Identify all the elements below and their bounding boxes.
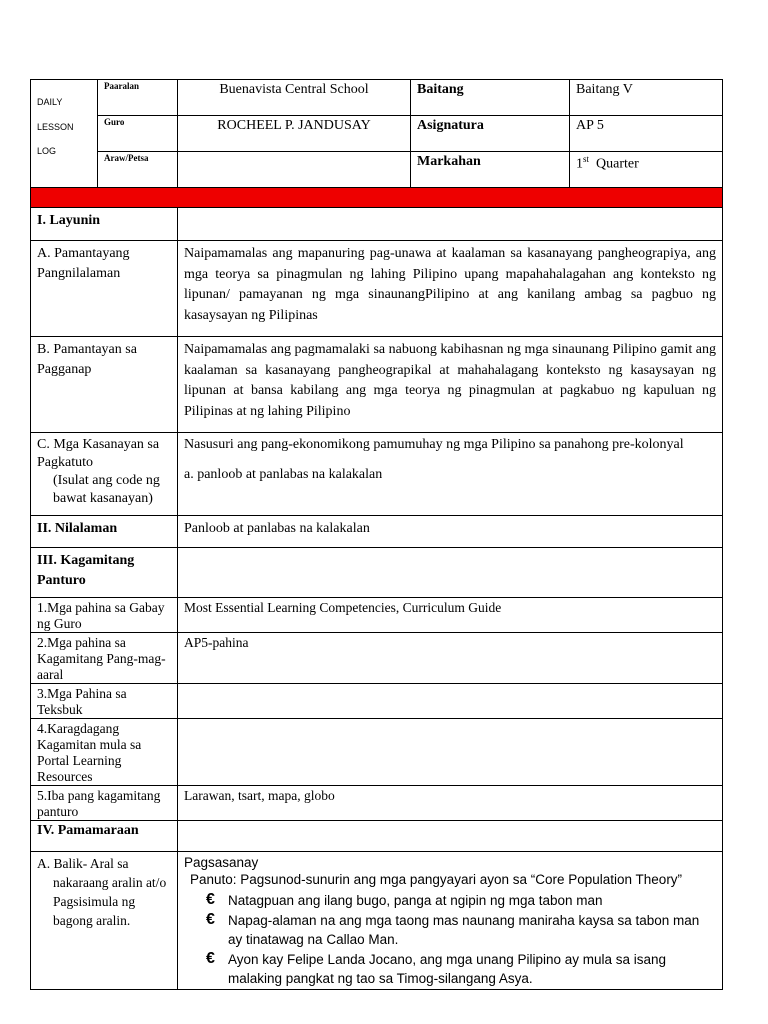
bullet-text-3: Ayon kay Felipe Landa Jocano, ang mga unang Pilipino ay mula sa isang malaking pangkat ng tao sa Timog-silangang Asya. <box>228 951 667 986</box>
markahan-label: Markahan <box>411 152 570 188</box>
bullet-text-1: Natagpuan ang ilang bugo, panga at ngipin ng mga tabon man <box>228 893 603 908</box>
kagamitan-row-3 <box>31 684 723 719</box>
dll-title-cell <box>31 80 98 188</box>
asignatura-value: AP 5 <box>570 116 723 152</box>
pamamaraan-heading: IV. Pamamaraan <box>31 821 178 852</box>
pamantayang-pangnilalaman-row <box>31 241 723 337</box>
pamantayan-pagganap-row <box>31 337 723 433</box>
balik-aral-label-rest: nakaraang aralin at/o Pagsisimula ng bagong aralin. <box>53 875 167 928</box>
nilalaman-row <box>31 516 723 548</box>
pamantayang-pangnilalaman-value: Naipamamalas ang mapanuring pag-unawa at kaalaman sa kasanayang pangheograpiya, ang mga teorya sa pinagmulan ng lahing Pilipino upang mapahahalagahan ang konteksto ng lipunan/ pamayanan ng mga sinaunangPilipino at ang kanilang ambag sa pagbuo ng kasaysayan ng Pilipinas <box>178 241 723 337</box>
euro-bullet-icon: € <box>206 891 215 908</box>
daily-lesson-log <box>30 79 722 990</box>
balik-aral-label: A. Balik- Aral sa <box>37 856 129 871</box>
pamantayang-pangnilalaman-label: A. Pamantayang Pangnilalaman <box>31 241 178 337</box>
markahan-sup: st <box>583 154 590 164</box>
header-row-guro <box>31 116 723 152</box>
kagamitan-row <box>31 548 723 598</box>
kasanayan-label-cell <box>31 433 178 516</box>
paaralan-value: Buenavista Central School <box>178 80 411 116</box>
panuto-text: Panuto: Pagsunod-sunurin ang mga pangyayari ayon sa “Core Population Theory” <box>190 872 683 887</box>
balik-aral-row <box>31 852 723 990</box>
kagamitan-row-5 <box>31 786 723 821</box>
red-divider-row <box>31 188 723 208</box>
nilalaman-value: Panloob at panlabas na kalakalan <box>178 516 723 548</box>
layunin-row <box>31 208 723 241</box>
kagamitan-value-4 <box>178 719 723 786</box>
balik-aral-content <box>178 852 723 990</box>
kagamitan-label-1: 1.Mga pahina sa Gabay ng Guro <box>31 598 178 633</box>
kasanayan-row <box>31 433 723 516</box>
asignatura-label: Asignatura <box>411 116 570 152</box>
petsa-label: Araw/Petsa <box>98 152 178 188</box>
balik-aral-label-cell <box>31 852 178 990</box>
pamamaraan-row <box>31 821 723 852</box>
markahan-value <box>570 152 723 188</box>
kagamitan-label-2: 2.Mga pahina sa Kagamitang Pang-mag-aaral <box>31 633 178 684</box>
pamamaraan-empty <box>178 821 723 852</box>
guro-value: ROCHEEL P. JANDUSAY <box>178 116 411 152</box>
petsa-value <box>178 152 411 188</box>
markahan-num: 1 <box>576 156 583 172</box>
layunin-heading: I. Layunin <box>31 208 178 241</box>
euro-bullet-icon: € <box>206 949 215 967</box>
daily-label: DAILY <box>37 97 63 107</box>
markahan-rest: Quarter <box>596 156 639 172</box>
bullet-item-3 <box>206 950 716 989</box>
kagamitan-value-1: Most Essential Learning Competencies, Curriculum Guide <box>178 598 723 633</box>
bullet-item-1 <box>206 891 716 911</box>
euro-bullet-icon: € <box>206 910 215 928</box>
layunin-empty <box>178 208 723 241</box>
bullet-item-2 <box>206 911 716 950</box>
kagamitan-label-5: 5.Iba pang kagamitang panturo <box>31 786 178 821</box>
kagamitan-row-2 <box>31 633 723 684</box>
kagamitan-value-2: AP5-pahina <box>178 633 723 684</box>
lesson-label: LESSON <box>37 121 74 132</box>
kasanayan-value-cell <box>178 433 723 516</box>
kasanayan-label: C. Mga Kasanayan sa Pagkatuto <box>37 437 160 470</box>
kagamitan-row-4 <box>31 719 723 786</box>
nilalaman-heading: II. Nilalaman <box>31 516 178 548</box>
bullet-text-2: Napag-alaman na ang mga taong mas naunang maniraha kaysa sa tabon man ay tinatawag na Callao Man. <box>228 912 700 947</box>
pamantayan-pagganap-value: Naipamamalas ang pagmamalaki sa nabuong kabihasnan ng mga sinaunang Pilipino gamit ang kaalaman sa kasanayang pangheograpikal at mahahalagang konteksto ng kasaysayan ng lipunan at bansa kabilang ang mga teorya ng pinagmulan at pagkabuo ng kapuluan ng Pilipinas at ng lahing Pilipino <box>178 337 723 433</box>
kagamitan-value-3 <box>178 684 723 719</box>
guro-label: Guro <box>98 116 178 152</box>
kagamitan-row-1 <box>31 598 723 633</box>
pagsasanay-label: Pagsasanay <box>184 855 259 870</box>
kagamitan-heading: III. Kagamitang Panturo <box>31 548 178 598</box>
kagamitan-empty <box>178 548 723 598</box>
kasanayan-sublabel: (Isulat ang code ng bawat kasanayan) <box>53 473 160 506</box>
pamantayan-pagganap-label: B. Pamantayan sa Pagganap <box>31 337 178 433</box>
baitang-value: Baitang V <box>570 80 723 116</box>
paaralan-label: Paaralan <box>98 80 178 116</box>
header-row-petsa <box>31 152 723 188</box>
red-divider <box>31 188 723 208</box>
lesson-log-table <box>30 79 723 990</box>
kasanayan-item: a. panloob at panlabas na kalakalan <box>184 467 383 482</box>
log-label: LOG <box>37 146 57 157</box>
baitang-label: Baitang <box>411 80 570 116</box>
kagamitan-value-5: Larawan, tsart, mapa, globo <box>178 786 723 821</box>
kagamitan-label-4: 4.Karagdagang Kagamitan mula sa Portal Learning Resources <box>31 719 178 786</box>
kasanayan-value: Nasusuri ang pang-ekonomikong pamumuhay ng mga Pilipino sa panahong pre-kolonyal <box>184 437 684 452</box>
kagamitan-label-3: 3.Mga Pahina sa Teksbuk <box>31 684 178 719</box>
header-row-paaralan <box>31 80 723 116</box>
